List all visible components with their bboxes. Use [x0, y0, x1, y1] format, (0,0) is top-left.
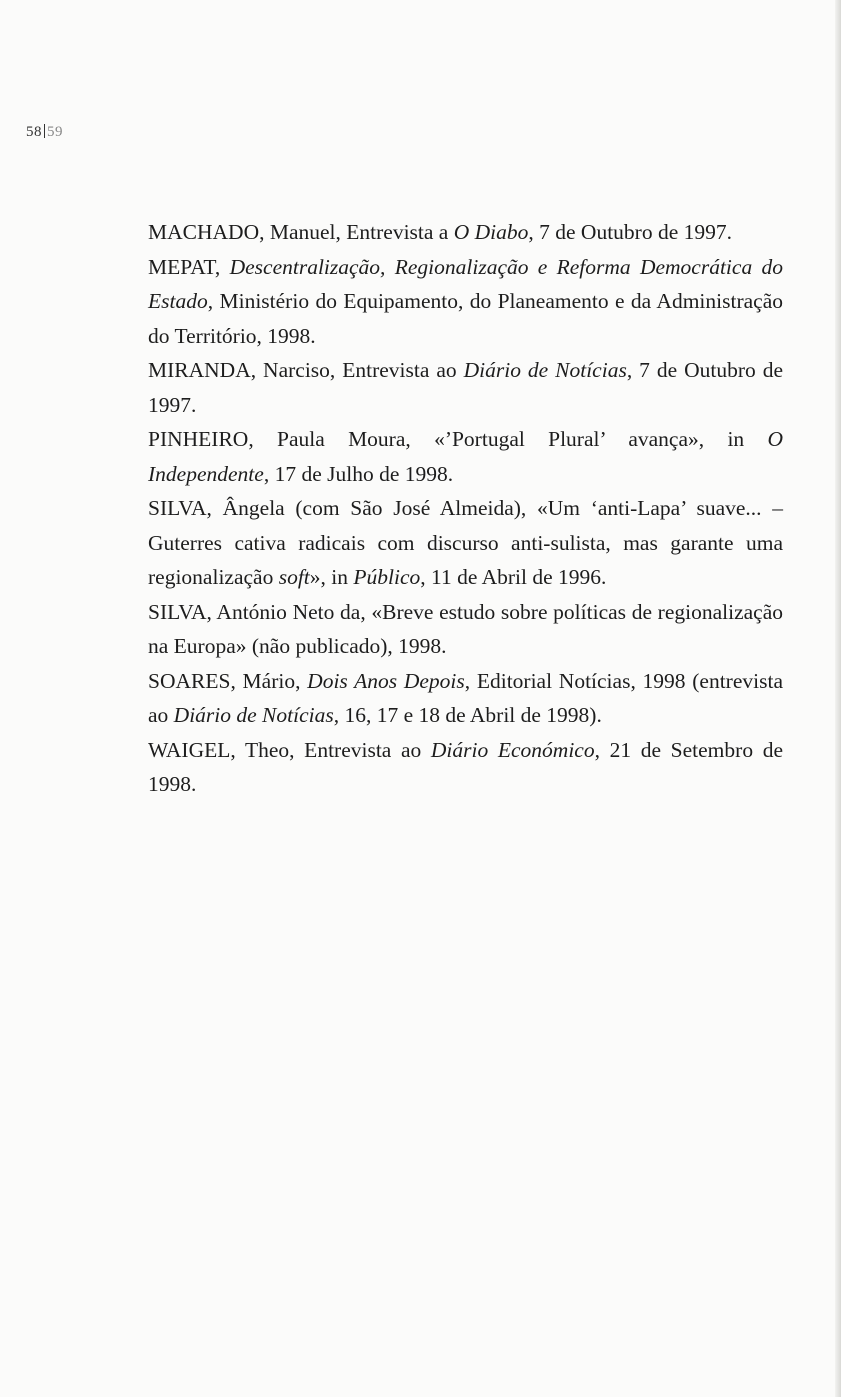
reference-text: , 7 de Outubro de 1997.	[528, 220, 733, 244]
reference-entry	[148, 595, 783, 664]
reference-title: Dois Anos Depois	[307, 668, 465, 693]
reference-text: », in	[309, 565, 354, 589]
reference-text: , 11 de Abril de 1996.	[420, 565, 607, 589]
page-number-separator	[44, 124, 45, 138]
reference-text: , 21 de Setembro de 1998.	[148, 737, 783, 796]
reference-entry	[148, 491, 783, 595]
reference-entry	[148, 664, 783, 733]
reference-text: , Editorial Notícias, 1998 (entrevista ao	[148, 668, 783, 727]
reference-text: SOARES, Mário,	[148, 668, 308, 693]
reference-entry	[148, 353, 783, 422]
page-number	[26, 124, 63, 141]
reference-text: SILVA, António Neto da, «Breve estudo sobre políticas de regionalização na Europa» (não publicado), 1998.	[148, 599, 783, 658]
reference-title: O Independente	[148, 427, 783, 486]
reference-entry	[148, 215, 783, 250]
reference-text: WAIGEL, Theo, Entrevista ao	[148, 737, 431, 762]
page-number-next: 59	[47, 124, 63, 140]
page-number-current: 58	[26, 124, 42, 140]
reference-entry	[148, 422, 783, 491]
reference-entry	[148, 250, 783, 354]
reference-text: , Ministério do Equipamento, do Planeamento e da Administração do Território, 1998.	[148, 289, 783, 348]
reference-title: Diário de Notícias	[173, 703, 334, 727]
reference-title: Diário de Notícias	[463, 358, 627, 382]
reference-text: MEPAT,	[148, 254, 230, 279]
reference-text: SILVA, Ângela (com São José Almeida), «Um ‘anti-Lapa’ suave... – Guterres cativa radicais com discurso anti-sulista, mas garante uma regionalização	[148, 496, 783, 589]
page-edge-shadow	[835, 0, 841, 1397]
reference-title: O Diabo	[453, 220, 529, 244]
reference-title: Descentralização, Regionalização e Reforma Democrática do Estado	[148, 254, 783, 313]
reference-text: PINHEIRO, Paula Moura, «’Portugal Plural’ avança», in	[148, 427, 768, 451]
reference-text: MIRANDA, Narciso, Entrevista ao	[148, 358, 464, 382]
reference-text: , 7 de Outubro de 1997.	[148, 358, 784, 417]
reference-text: MACHADO, Manuel, Entrevista a	[148, 220, 454, 244]
reference-text: , 16, 17 e 18 de Abril de 1998).	[333, 703, 602, 727]
reference-entry	[148, 733, 783, 802]
reference-title: Público	[353, 565, 421, 589]
reference-text: , 17 de Julho de 1998.	[263, 461, 454, 486]
reference-title: Diário Económico	[430, 737, 595, 762]
reference-list	[148, 215, 783, 802]
reference-title: soft	[278, 565, 310, 589]
